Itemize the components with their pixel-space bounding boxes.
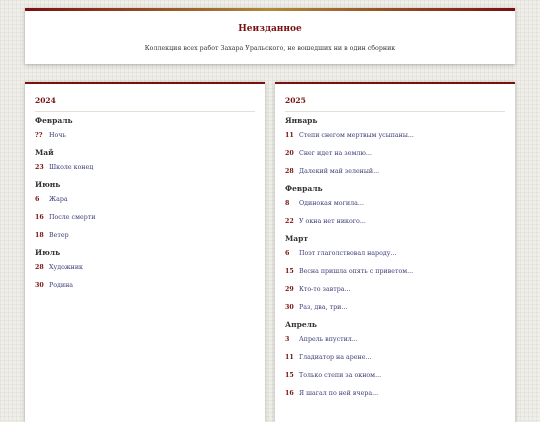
poem-entry bbox=[35, 208, 255, 226]
entry-day: 18 bbox=[35, 231, 44, 239]
month-heading: Февраль bbox=[285, 184, 323, 193]
poem-title-link[interactable]: Родина bbox=[49, 281, 74, 289]
poem-title-link[interactable]: Раз, два, три... bbox=[299, 303, 348, 311]
entry-day: 22 bbox=[285, 217, 294, 225]
poem-title-link[interactable]: Я шагал по ней вчера... bbox=[299, 389, 379, 397]
poem-title-link[interactable]: Поэт глаголствовал народу... bbox=[299, 249, 397, 257]
poem-entry bbox=[285, 348, 505, 366]
month-heading: Апрель bbox=[285, 320, 317, 329]
month-heading: Январь bbox=[285, 116, 318, 125]
entry-day: 28 bbox=[285, 167, 294, 175]
entry-day: 6 bbox=[285, 249, 290, 257]
month-heading: Июнь bbox=[35, 180, 61, 189]
entry-day: 23 bbox=[35, 163, 44, 171]
poem-title-link[interactable]: Ночь bbox=[49, 131, 66, 139]
page-title: Неизданное bbox=[238, 24, 302, 34]
poem-title-link[interactable]: Весна пришла опять с приветом... bbox=[299, 267, 414, 275]
entry-day: 16 bbox=[35, 213, 44, 221]
entry-day: 28 bbox=[35, 263, 44, 271]
poem-title-link[interactable]: Только степи за окном... bbox=[299, 371, 382, 379]
poem-entry bbox=[285, 126, 505, 144]
year-column-2025 bbox=[275, 82, 515, 422]
poem-title-link[interactable]: У окна нет никого... bbox=[299, 217, 366, 225]
poem-entry bbox=[285, 366, 505, 384]
poem-title-link[interactable]: Жара bbox=[49, 195, 68, 203]
poem-entry bbox=[285, 298, 505, 316]
poem-title-link[interactable]: Степи снегом мертвым усыпаны... bbox=[299, 131, 414, 139]
entry-day: 3 bbox=[285, 335, 290, 343]
poem-title-link[interactable]: Гладиатор на арене... bbox=[299, 353, 372, 361]
entry-day: 8 bbox=[285, 199, 290, 207]
poem-title-link[interactable]: Одинокая могила... bbox=[299, 199, 364, 207]
poem-title-link[interactable]: Апрель впустил... bbox=[299, 335, 358, 343]
entry-day: 16 bbox=[285, 389, 294, 397]
poem-entry bbox=[285, 144, 505, 162]
entry-day: 6 bbox=[35, 195, 40, 203]
year-column-2024 bbox=[25, 82, 265, 422]
entry-day: 11 bbox=[285, 353, 294, 361]
poem-entry bbox=[285, 162, 505, 180]
entry-day: 30 bbox=[35, 281, 44, 289]
month-heading: Март bbox=[285, 234, 309, 243]
year-heading: 2024 bbox=[35, 84, 255, 112]
poem-entry bbox=[285, 280, 505, 298]
poem-entry bbox=[35, 126, 255, 144]
poem-title-link[interactable]: После смерти bbox=[49, 213, 96, 221]
poem-entry bbox=[285, 262, 505, 280]
poem-entry bbox=[35, 158, 255, 176]
poem-title-link[interactable]: Художник bbox=[49, 263, 83, 271]
entry-day: 15 bbox=[285, 371, 294, 379]
poem-title-link[interactable]: Ветер bbox=[49, 231, 69, 239]
poem-entry bbox=[285, 194, 505, 212]
month-heading: Июль bbox=[35, 248, 61, 257]
poem-title-link[interactable]: Далекий май зеленый... bbox=[299, 167, 380, 175]
entry-day: 20 bbox=[285, 149, 294, 157]
header-card bbox=[25, 8, 515, 64]
entry-day: 11 bbox=[285, 131, 294, 139]
year-heading: 2025 bbox=[285, 84, 505, 112]
entry-day: 15 bbox=[285, 267, 294, 275]
header-accent-bar bbox=[25, 8, 515, 11]
poem-title-link[interactable]: Школе конец bbox=[49, 163, 94, 171]
entry-day: ?? bbox=[35, 131, 43, 139]
poem-entry bbox=[35, 276, 255, 294]
poem-title-link[interactable]: Кто-то завтра... bbox=[299, 285, 351, 293]
poem-entry bbox=[35, 226, 255, 244]
entry-day: 29 bbox=[285, 285, 294, 293]
entry-day: 30 bbox=[285, 303, 294, 311]
poem-entry bbox=[285, 384, 505, 402]
poem-title-link[interactable]: Снег идет на землю... bbox=[299, 149, 372, 157]
month-heading: Май bbox=[35, 148, 54, 157]
page-subtitle: Коллекция всех работ Захара Уральского, не вошедших ни в один сборник bbox=[144, 45, 396, 52]
poem-entry bbox=[285, 330, 505, 348]
month-heading: Февраль bbox=[35, 116, 73, 125]
poem-entry bbox=[285, 244, 505, 262]
poem-entry bbox=[35, 258, 255, 276]
poem-entry bbox=[35, 190, 255, 208]
poem-entry bbox=[285, 212, 505, 230]
